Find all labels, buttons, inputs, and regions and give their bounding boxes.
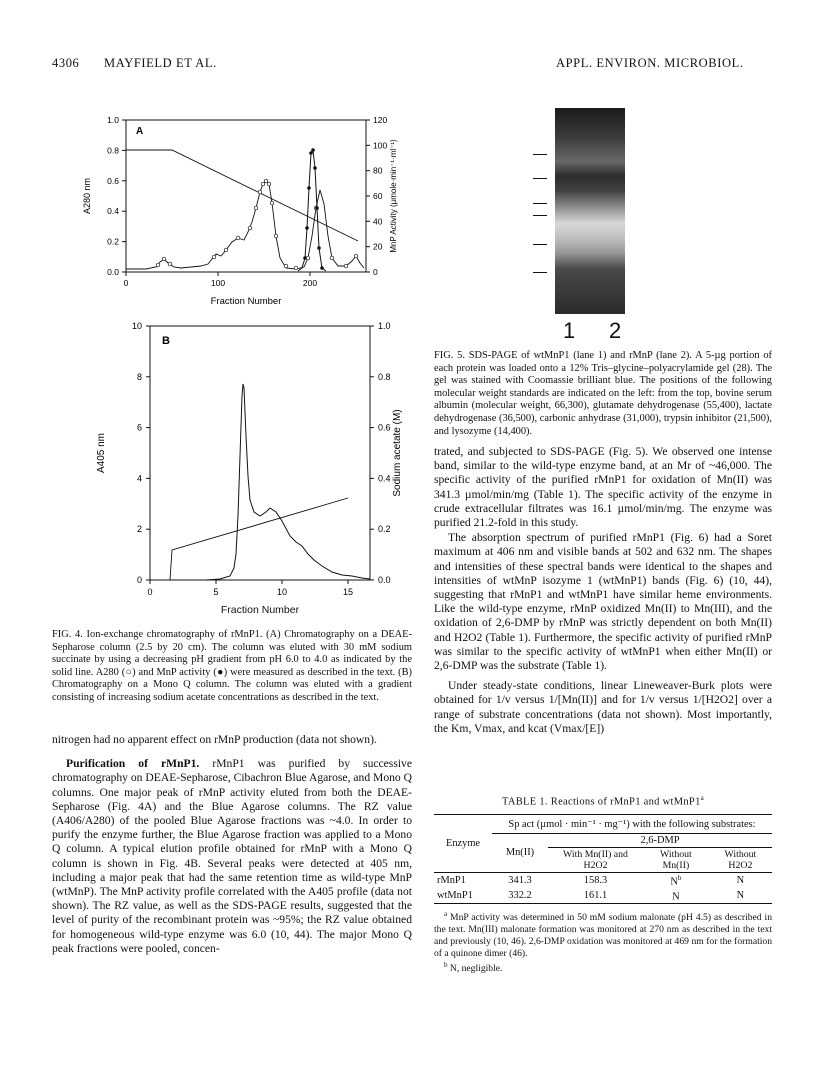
- a280-markers: [156, 179, 358, 270]
- tick: 0.2: [378, 524, 391, 535]
- tick: 100: [210, 278, 226, 288]
- tick: 0.2: [107, 236, 119, 247]
- section-heading: Purification of rMnP1.: [66, 757, 200, 771]
- mw-marker: [533, 178, 547, 179]
- tick: 40: [373, 216, 383, 227]
- table-row: rMnP1 341.3 158.3 $N^b$ N: [437, 873, 745, 887]
- fig4-panel-b: [86, 316, 406, 600]
- tick: 1.0: [107, 115, 119, 125]
- tick: 6: [136, 422, 142, 433]
- acetate-gradient-line: [150, 498, 348, 580]
- fig4-caption: FIG. 4. Ion-exchange chromatography of rMnP1. (A) Chromatography on a DEAE-Sepharose column (2.5 by 20 cm). The column was eluted with 30 mM sodium succinate by using a decreasing pH gradient from pH 6.0 to 4.0 as indicated by the solid line. A280 (○) and MnP activity (●) were measured as described in the text. (B) Chromatography on a Mono Q column. The column was eluted with a gradient consisting of increasing sodium acetate concentrations as described in the text.: [52, 629, 412, 703]
- tick: 0.6: [107, 175, 119, 186]
- ph-gradient-line: [126, 150, 358, 241]
- mw-marker: [533, 244, 547, 245]
- panel-a-x-axis: [124, 272, 318, 288]
- col-with: With Mn(II) and H2O2: [563, 848, 628, 871]
- tick: 8: [136, 371, 142, 382]
- panel-b-ylabel-left: A405 nm: [96, 432, 107, 474]
- panel-b-xlabel: Fraction Number: [220, 604, 300, 616]
- paragraph: nitrogen had no apparent effect on rMnP production (data not shown).: [52, 733, 377, 746]
- tick: 0.0: [107, 267, 119, 277]
- mw-marker: [533, 203, 547, 204]
- col-without-mn: Without Mn(II): [660, 848, 692, 871]
- table1: [434, 794, 772, 975]
- col-dmp: 2,6-DMP: [548, 833, 772, 847]
- mw-marker: [533, 272, 547, 273]
- a280-trace: [126, 181, 364, 269]
- tick: 0.4: [107, 206, 119, 217]
- tick: 200: [302, 278, 318, 288]
- gel-margin: [523, 108, 531, 314]
- col-mn: Mn(II): [505, 847, 535, 858]
- tick: 10: [131, 321, 142, 331]
- paragraph: Under steady-state conditions, linear Lineweaver-Burk plots were obtained for 1/v versus 1/[Mn(II)] and for 1/v versus 1/[H2O2] over a range of substrate concentrations (data not shown). Most importantly, the Km, Vmax, and kcat (Vmax/[E]): [434, 679, 772, 735]
- panel-a-ylabel-right: MnP Activity (µmole·min⁻¹·ml⁻¹): [389, 139, 398, 253]
- running-journal: APPL. ENVIRON. MICROBIOL.: [556, 56, 744, 70]
- col-spanner: Sp act (µmol · min⁻¹ · mg⁻¹) with the following substrates:: [492, 814, 772, 833]
- a405-trace: [150, 384, 370, 580]
- col-without-h2o2: Without H2O2: [724, 848, 757, 871]
- mw-marker: [533, 215, 547, 216]
- col-enzyme: Enzyme: [445, 837, 481, 849]
- page-number: 4306: [52, 56, 80, 70]
- table1-footnote-b: $^b$ N, negligible.: [444, 960, 503, 974]
- panel-b-ylabel-right: Sodium acetate (M): [392, 409, 403, 497]
- panel-b-right-axis: [370, 321, 391, 585]
- tick: 0.0: [378, 575, 391, 585]
- panel-a-ylabel-left: A280 nm: [82, 177, 92, 215]
- tick: 0: [136, 575, 142, 585]
- fig5-gel: [523, 108, 629, 314]
- table1-grid: [434, 814, 772, 905]
- tick: 0: [373, 267, 378, 277]
- paragraph: The absorption spectrum of purified rMnP1 (Fig. 6) had a Soret maximum at 406 nm and visible bands at 502 and 632 nm. The shapes and intensities of these spectral bands were identical to the shapes and intensities of wtMnP isozyme 1 (wtMnP1) bands (Fig. 6) (10, 44), suggesting that rMnP1 and wtMnP1 have similar heme environments. Like the wild-type enzyme, rMnP oxidized Mn(II) to Mn(III), and the oxidation of 2,6-DMP by rMnP was strictly dependent on both Mn(II) and H2O2 (Table 1). Furthermore, the specific activity of purified rMnP was similar to the specific activity of wtMnP1 when either Mn(II) or 2,6-DMP was the substrate (Table 1).: [434, 531, 772, 673]
- panel-b-x-axis: [147, 580, 353, 597]
- tick: 0.8: [107, 145, 119, 156]
- fig4-panel-a: [76, 108, 406, 312]
- running-authors: MAYFIELD ET AL.: [104, 56, 217, 70]
- mw-marker: [533, 154, 547, 155]
- panel-b-left-axis: [132, 321, 150, 585]
- right-column-text: [434, 445, 772, 736]
- tick: 0: [147, 587, 153, 597]
- tick: 0.6: [378, 422, 391, 433]
- tick: 1.0: [378, 321, 391, 331]
- tick: 4: [136, 473, 142, 484]
- tick: 60: [373, 191, 383, 201]
- tick: 15: [342, 587, 354, 597]
- mnp-activity-trace: [298, 150, 326, 271]
- panel-a-xlabel: Fraction Number: [210, 296, 282, 307]
- paragraph: trated, and subjected to SDS-PAGE (Fig. 5). We observed one intense band, similar to the wild-type enzyme band, at an Mr of ~46,000. The specific activity of the purified rMnP1 for oxidation of Mn(II) was 341.3 µmol/min/mg (Table 1). The specific activity of the enzyme in crude extracellular filtrates was 16.1 µmol/min/mg. The enzyme was purified 21.2-fold in this study.: [434, 445, 772, 530]
- tick: 80: [373, 165, 383, 176]
- tick: 0: [123, 278, 129, 288]
- tick: 100: [373, 140, 388, 151]
- tick: 120: [373, 115, 388, 125]
- lane-label-1: 1: [563, 318, 576, 343]
- fig5-caption: FIG. 5. SDS-PAGE of wtMnP1 (lane 1) and rMnP (lane 2). A 5-µg portion of each protein was loaded onto a 12% Tris–glycine–polyacrylamide gel (28). The gel was stained with Coomassie brilliant blue. The positions of the following molecular weight standards are indicated on the left: from the top, bovine serum albumin (molecular weight, 66,300), glutamate dehydrogenase (55,400), lactate dehydrogenase (36,500), carbonic anhydrase (31,000), trypsin inhibitor (21,500), and lysozyme (14,400).: [434, 350, 772, 437]
- lane-label-2: 2: [609, 318, 622, 343]
- tick: 0.4: [378, 473, 391, 484]
- panel-a-left-axis: [107, 115, 126, 277]
- tick: 5: [213, 587, 219, 597]
- left-column-text: [52, 733, 412, 956]
- tick: 2: [136, 524, 142, 535]
- gel-image: [555, 108, 625, 314]
- table-row: wtMnP1 332.2 161.1 N N: [434, 888, 772, 904]
- tick: 20: [373, 241, 383, 252]
- panel-b-label: B: [162, 335, 170, 347]
- panel-a-label: A: [136, 126, 144, 137]
- table1-title: TABLE 1. Reactions of rMnP1 and wtMnP1$^a$: [501, 794, 705, 808]
- tick: 0.8: [378, 371, 391, 382]
- paragraph: [52, 757, 412, 956]
- paragraph-body: rMnP1 was purified by successive chromatography on DEAE-Sepharose, Cibachron Blue Agarose, and Mono Q columns. One major peak of rMnP activity eluted from both the DEAE-Sepharose (Fig. 4A) and the Blue Agarose columns. The RZ value (A406/A280) of the pooled Blue Agarose fractions was ~4.0. In order to purify the enzyme further, the Blue Agarose fraction was applied to a Mono Q column. A typical elution profile obtained for rMnP with a Mono Q column is shown in Fig. 4B. Several peaks were detected at 405 nm, including a major peak that had the same retention time as wild-type MnP (wtMnP). The MnP activity profile correlated with the A405 profile (data not shown). The RZ value, as well as the SDS-PAGE results, suggested that the level of purity of the recombinant protein was ~95%; the RZ value obtained for homogeneous wild-type enzyme was 6.0 (10, 44). The major Mono Q peak fractions were pooled, concen-: [52, 757, 412, 955]
- mnp-activity-markers: [303, 148, 324, 270]
- table1-footnote-a: $^a$ MnP activity was determined in 50 mM sodium malonate (pH 4.5) as described in the text. Mn(III) malonate formation was monitored at 270 nm as described in the text and previously (10, 46). 2,6-DMP oxidation was monitored at 469 nm for the formation of a quinone dimer (46).: [434, 910, 772, 960]
- panel-a-right-axis: [366, 115, 387, 277]
- tick: 10: [276, 587, 288, 597]
